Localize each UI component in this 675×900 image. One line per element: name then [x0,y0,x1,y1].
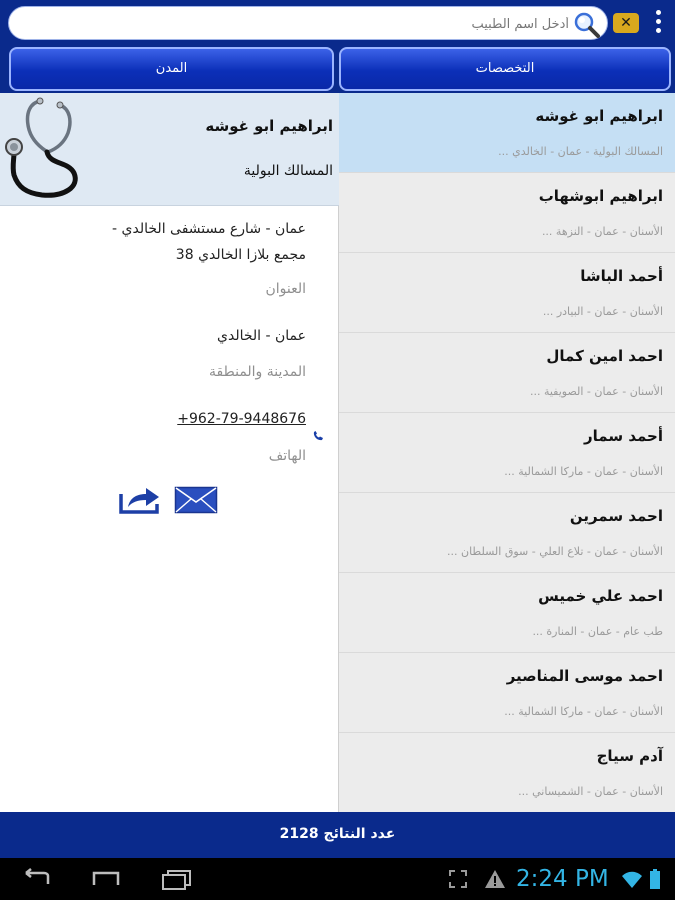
search-icon[interactable] [571,10,601,38]
fullscreen-icon [446,867,470,891]
phone-icon[interactable] [312,430,324,442]
city-value: عمان - الخالدي [217,328,306,344]
address-label: العنوان [265,281,306,297]
cities-button[interactable]: المدن [9,47,334,91]
doctor-name: احمد سمرين [569,507,663,525]
list-item[interactable] [339,253,675,333]
doctor-summary: الأسنان - عمان - الشميساني ... [518,785,663,798]
doctor-name: ابراهيم ابو غوشه [535,107,663,125]
warning-icon [483,867,507,891]
doctor-summary: المسالك البولية - عمان - الخالدي ... [498,145,663,158]
system-bar [0,858,675,900]
doctor-name: احمد علي خميس [538,587,663,605]
battery-icon [648,867,662,891]
doctor-name: أحمد الباشا [580,267,663,285]
doctor-name: ابراهيم ابوشهاب [538,187,663,205]
share-icon[interactable] [118,485,162,515]
list-item[interactable] [339,333,675,413]
list-item[interactable] [339,93,675,173]
detail-doctor-name: ابراهيم ابو غوشه [205,117,333,135]
doctor-summary: طب عام - عمان - المنارة ... [532,625,663,638]
doctor-name: احمد موسى المناصير [506,667,663,685]
search-box[interactable] [8,6,608,40]
overflow-menu-icon[interactable] [655,10,663,36]
top-bar [0,0,675,45]
specialties-button[interactable]: التخصصات [339,47,671,91]
back-icon[interactable] [18,867,54,891]
stethoscope-icon [2,95,82,203]
clear-x-icon[interactable]: ✕ [613,13,639,33]
detail-header [0,93,339,206]
search-input[interactable] [49,13,569,35]
address-value: عمان - شارع مستشفى الخالدي - مجمع بلازا الخالدي 38 [112,221,306,263]
detail-specialty: المسالك البولية [243,163,333,179]
phone-link[interactable]: +962-79-9448676 [177,411,306,427]
home-icon[interactable] [88,867,124,891]
mail-icon[interactable] [174,486,218,514]
list-item[interactable] [339,733,675,812]
list-item[interactable] [339,173,675,253]
list-item[interactable] [339,653,675,733]
doctor-name: آدم سياج [596,747,663,765]
wifi-icon [620,867,644,891]
doctor-list [339,93,675,812]
list-item[interactable] [339,573,675,653]
doctor-summary: الأسنان - عمان - النزهة ... [541,225,663,238]
doctor-name: أحمد سمار [584,427,663,445]
doctor-summary: الأسنان - عمان - ماركا الشمالية ... [504,465,663,478]
results-count: عدد النتائج 2128 [0,812,675,858]
city-label: المدينة والمنطقة [209,364,306,380]
status-clock: 2:24 PM [516,866,609,892]
doctor-summary: الأسنان - عمان - البيادر ... [542,305,663,318]
list-item[interactable] [339,413,675,493]
doctor-summary: الأسنان - عمان - ماركا الشمالية ... [504,705,663,718]
doctor-summary: الأسنان - عمان - تلاع العلي - سوق السلطان ... [447,545,663,558]
doctor-detail-panel [0,93,339,812]
phone-label: الهاتف [268,448,306,464]
filter-bar [0,45,675,93]
doctor-name: احمد امين كمال [546,347,663,365]
doctor-summary: الأسنان - عمان - الصويفية ... [529,385,663,398]
recent-apps-icon[interactable] [158,867,194,891]
list-item[interactable] [339,493,675,573]
